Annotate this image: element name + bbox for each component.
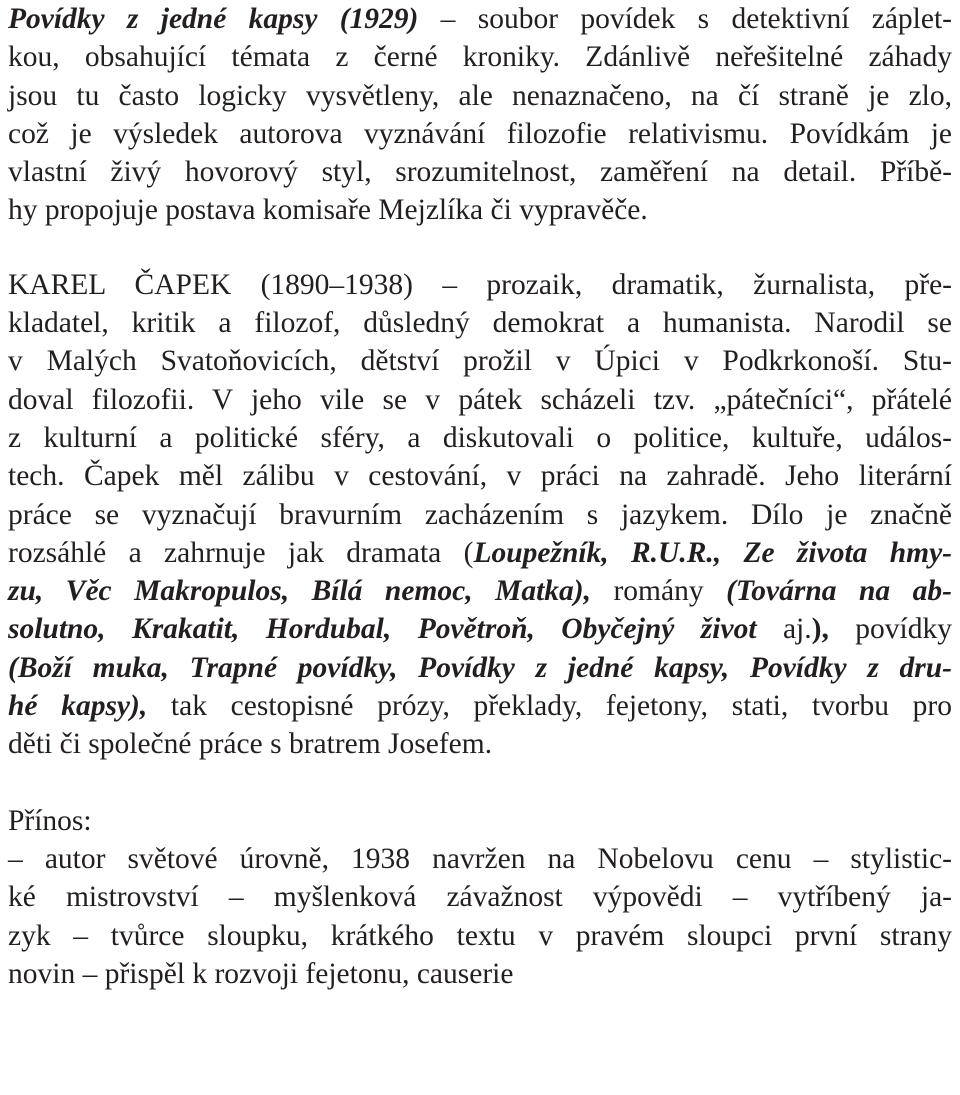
text-run: povídky: [828, 613, 952, 646]
text-run: – soubor povídek s detektivní záplet-: [418, 3, 952, 35]
text-run: rozsáhlé a zahrnuje jak dramata (: [8, 536, 474, 569]
text-line: [8, 0, 952, 38]
work-titles: Loupežník, R.U.R., Ze života hmy-: [473, 536, 952, 569]
text-run: romány: [590, 575, 727, 608]
text-line: tech. Čapek měl zálibu v cestování, v práci na zahradě. Jeho literární: [8, 460, 952, 493]
work-titles: solutno, Krakatit, Hordubal, Povětroň, Obyčejný život: [8, 613, 757, 646]
paragraph-prinos: [8, 802, 952, 993]
text-line: v Malých Svatoňovicích, dětství prožil v Úpici v Podkrkonoší. Stu-: [8, 345, 952, 378]
book-title: Povídky z jedné kapsy (1929): [8, 3, 419, 35]
text-run-bold: ),: [811, 613, 829, 646]
text-line: doval filozofii. V jeho vile se v pátek scházeli tzv. „pátečníci“, přátelé: [8, 383, 952, 416]
text-line: jsou tu často logicky vysvětleny, ale nenaznačeno, na čí straně je zlo,: [8, 79, 952, 112]
paragraph-povidky-z-jedne-kapsy: [8, 0, 952, 230]
text-line: [8, 534, 952, 572]
text-line: kou, obsahující témata z černé kroniky. Zdánlivě neřešitelné záhady: [8, 41, 952, 74]
text-line: práce se vyznačují bravurním zacházením s jazykem. Dílo je značně: [8, 498, 952, 531]
document-page: [8, 0, 952, 993]
text-line: [8, 687, 952, 725]
text-line: což je výsledek autorova vyznávání filozofie relativismu. Povídkám je: [8, 117, 952, 150]
text-line: vlastní živý hovorový styl, srozumitelnost, zaměření na detail. Příbě-: [8, 156, 952, 189]
text-line: KAREL ČAPEK (1890–1938) – prozaik, dramatik, žurnalista, pře-: [8, 268, 952, 301]
text-line: zyk – tvůrce sloupku, krátkého textu v pravém sloupci první strany: [8, 919, 952, 952]
work-titles: zu, Věc Makropulos, Bílá nemoc, Matka),: [8, 575, 591, 608]
section-heading: Přínos:: [8, 804, 92, 837]
text-line-titles: (Boží muka, Trapné povídky, Povídky z jedné kapsy, Povídky z dru-: [8, 651, 952, 684]
text-line: z kulturní a politické sféry, a diskutovali o politice, kultuře, událos-: [8, 421, 952, 454]
text-line: děti či společné práce s bratrem Josefem.: [8, 728, 493, 761]
text-run: aj.: [756, 613, 812, 646]
text-line: [8, 610, 952, 648]
text-line: – autor světové úrovně, 1938 navržen na Nobelovu cenu – stylistic-: [8, 842, 952, 875]
work-titles: hé kapsy),: [8, 690, 148, 723]
work-titles: (Továrna na ab-: [726, 575, 952, 608]
text-line: kladatel, kritik a filozof, důsledný demokrat a humanista. Narodil se: [8, 307, 952, 340]
text-line: ké mistrovství – myšlenková závažnost výpovědi – vytříbený ja-: [8, 881, 952, 914]
text-line: novin – přispěl k rozvoji fejetonu, causerie: [8, 957, 514, 990]
paragraph-karel-capek: [8, 266, 952, 764]
text-line: hy propojuje postava komisaře Mejzlíka či vypravěče.: [8, 194, 648, 227]
text-line: [8, 572, 952, 610]
text-run: tak cestopisné prózy, překlady, fejetony, stati, tvorbu pro: [147, 690, 952, 723]
